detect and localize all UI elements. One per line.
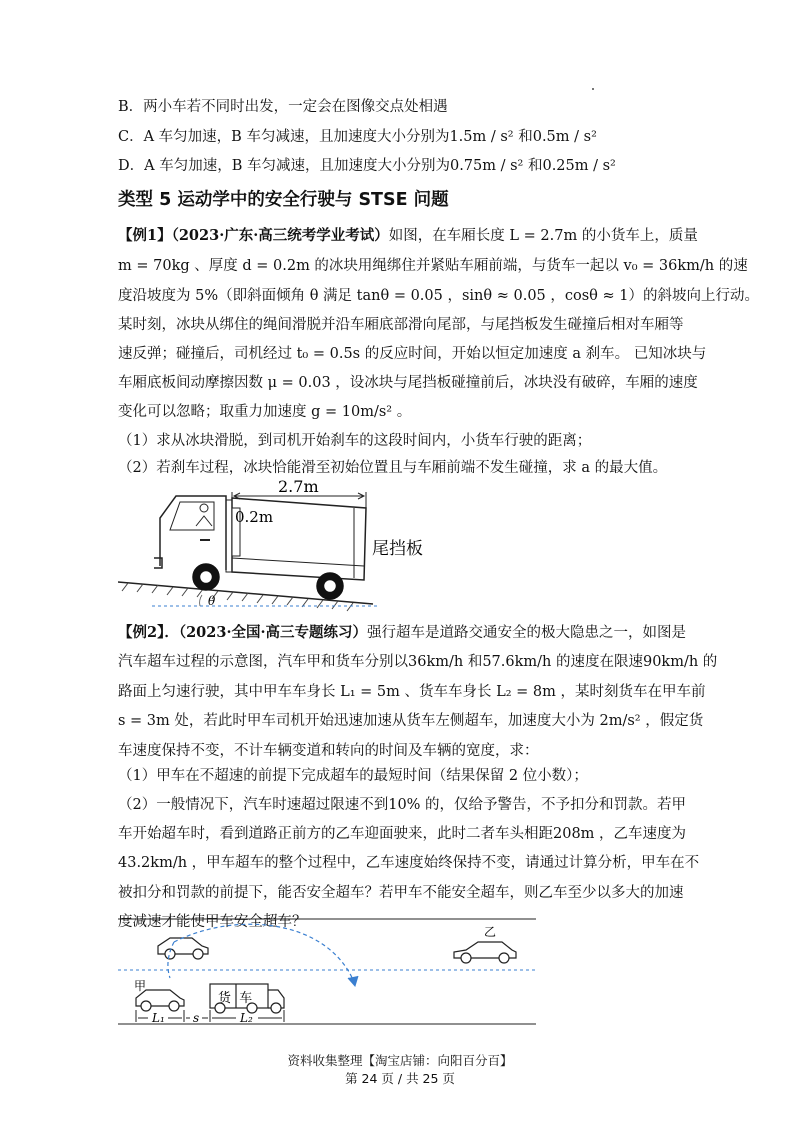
speck <box>592 88 594 90</box>
example2-question-2a: （2）一般情况下，汽车时速超过限速不到10% 的，仅给予警告，不予扣分和罚款。若甲 <box>118 797 687 813</box>
l2-label: L₂ <box>240 1011 253 1025</box>
example2-line-1: 汽车超车过程的示意图，汽车甲和货车分别以36km/h 和57.6km/h 的速度在限速90km/h 的 <box>118 654 718 670</box>
example1-line-4: 速反弹；碰撞后，司机经过 t₀ = 0.5s 的反应时间，开始以恒定加速度 a 刹车。 已知冰块与 <box>118 346 707 362</box>
example2-question-2e: 度减速才能使甲车安全超车？ <box>118 914 307 930</box>
example1-line-1: m = 70kg 、厚度 d = 0.2m 的冰块用绳绑住并紧贴车厢前端，与货车一起以 v₀ = 36km/h 的速 <box>118 258 748 274</box>
l1-label: L₁ <box>152 1011 165 1025</box>
example1-line-5: 车厢底板间动摩擦因数 μ = 0.03 ，设冰块与尾挡板碰撞前后，冰块没有破碎，车厢的速度 <box>118 375 698 391</box>
option-d: D．A 车匀加速，B 车匀减速，且加速度大小分别为0.75m / s² 和0.25m / s² <box>118 158 616 174</box>
example1-tag: 【例1】（2023·广东·高三统考学业考试） <box>118 227 389 244</box>
example2-question-2c: 43.2km/h ，甲车超车的整个过程中，乙车速度始终保持不变，请通过计算分析，甲车在不 <box>118 855 700 871</box>
car-b-label: 乙 <box>484 925 497 939</box>
tailgate-label: 尾挡板 <box>372 539 423 559</box>
car-a-label: 甲 <box>134 979 147 993</box>
truck-on-slope-figure <box>118 478 438 614</box>
example1-line-0: 如图，在车厢长度 L = 2.7m 的小货车上，质量 <box>388 228 698 244</box>
example1-line-3: 某时刻，冰块从绑住的绳间滑脱并沿车厢底部滑向尾部，与尾挡板发生碰撞后相对车厢等 <box>118 317 684 333</box>
example2-first-line <box>118 623 686 643</box>
example2-tag: 【例2】．（2023·全国·高三专题练习） <box>118 624 368 641</box>
option-c: C．A 车匀加速，B 车匀减速，且加速度大小分别为1.5m / s² 和0.5m / s² <box>118 129 597 145</box>
example1-first-line <box>118 226 698 246</box>
example2-question-2d: 被扣分和罚款的前提下，能否安全超车？若甲车不能安全超车，则乙车至少以多大的加速 <box>118 885 684 901</box>
example2-line-2: 路面上匀速行驶，其中甲车车身长 L₁ = 5m 、货车车身长 L₂ = 8m ，某时刻货车在甲车前 <box>118 684 706 700</box>
angle-label: θ <box>208 594 216 608</box>
thickness-label: 0.2m <box>235 508 274 526</box>
example1-question-1: （1）求从冰块滑脱，到司机开始刹车的这段时间内，小货车行驶的距离； <box>118 433 592 449</box>
car-a-bottom <box>136 990 184 1011</box>
example2-question-1: （1）甲车在不超速的前提下完成超车的最短时间（结果保留 2 位小数）； <box>118 768 588 784</box>
example2-question-2b: 车开始超车时，看到道路正前方的乙车迎面驶来，此时二者车头相距208m ，乙车速度为 <box>118 826 687 842</box>
overtaking-figure <box>118 914 538 1030</box>
car-b <box>454 942 516 963</box>
example1-question-2: （2）若刹车过程，冰块恰能滑至初始位置且与车厢前端不发生碰撞，求 a 的最大值。 <box>118 460 668 476</box>
car-a-top <box>158 938 208 959</box>
s-label: s <box>193 1011 200 1025</box>
example1-line-2: 度沿坡度为 5%（即斜面倾角 θ 满足 tanθ = 0.05 ，sinθ ≈ 0.05 ，cosθ ≈ 1）的斜坡向上行动。 <box>118 288 759 304</box>
length-label: 2.7m <box>278 478 319 496</box>
option-b: B．两小车若不同时出发，一定会在图像交点处相遇 <box>118 99 448 115</box>
truck-label: 货 车 <box>218 991 253 1006</box>
footer-page-number: 第 24 页 / 共 25 页 <box>345 1071 455 1086</box>
example2-line-3: s = 3m 处，若此时甲车司机开始迅速加速从货车左侧超车，加速度大小为 2m/s² ，假定货 <box>118 713 704 729</box>
example2-line-0: 强行超车是道路交通安全的极大隐患之一，如图是 <box>367 625 687 641</box>
example1-line-6: 变化可以忽略；取重力加速度 g = 10m/s² 。 <box>118 404 412 420</box>
footer-source: 资料收集整理【淘宝店铺：向阳百分百】 <box>287 1053 513 1068</box>
section-title: 类型 5 运动学中的安全行驶与 STSE 问题 <box>118 190 449 210</box>
example2-line-4: 车速度保持不变，不计车辆变道和转向的时间及车辆的宽度，求： <box>118 743 539 759</box>
